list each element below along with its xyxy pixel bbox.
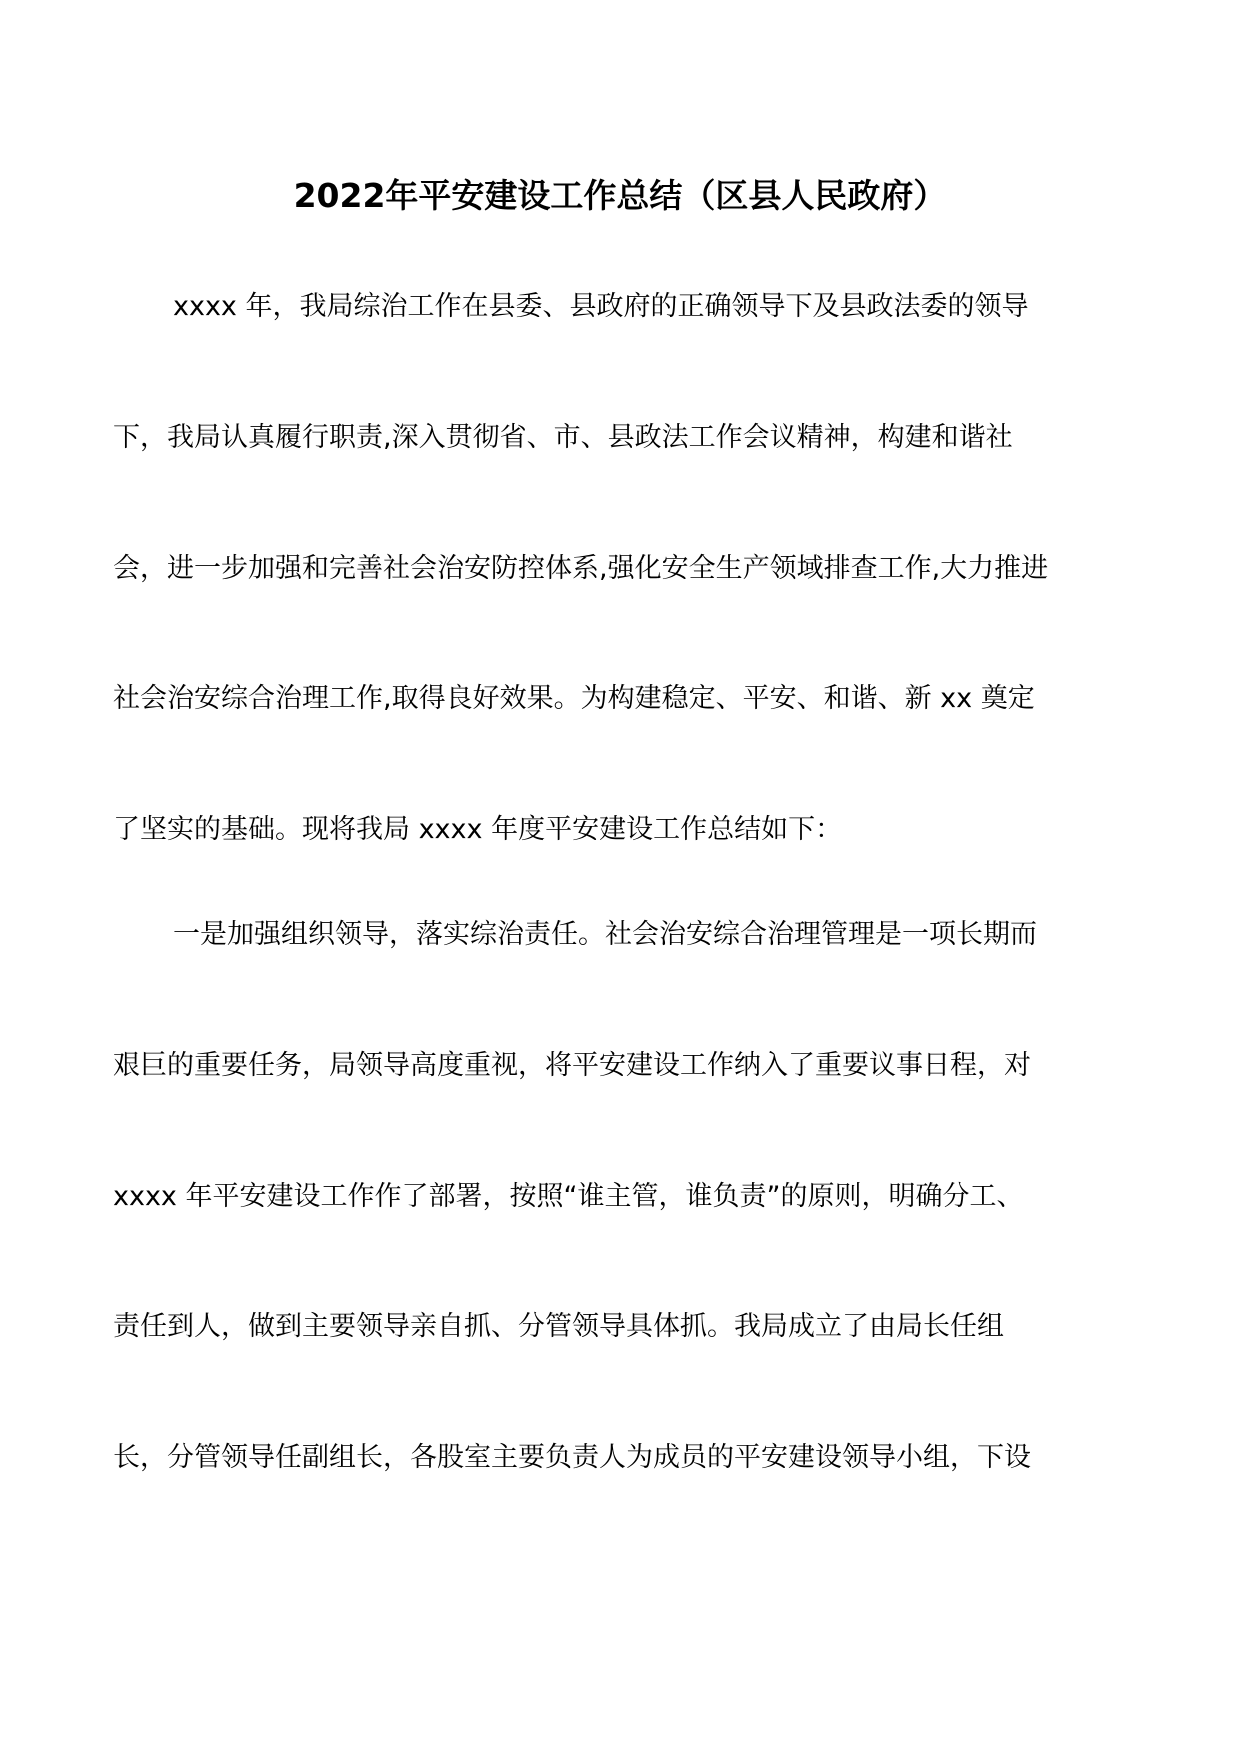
paragraph-2-line-5: 长，分管领导任副组长，各股室主要负责人为成员的平安建设领导小组，下设	[113, 1442, 1031, 1473]
paragraph-1-line-5: 了坚实的基础。现将我局 xxxx 年度平安建设工作总结如下：	[113, 814, 843, 845]
paragraph-2-line-2: 艰巨的重要任务，局领导高度重视，将平安建设工作纳入了重要议事日程，对	[113, 1050, 1031, 1081]
document-title: 2022年平安建设工作总结（区县人民政府）	[293, 176, 947, 215]
paragraph-1-line-4: 社会治安综合治理工作,取得良好效果。为构建稳定、平安、和谐、新 xx 奠定	[113, 683, 1035, 714]
paragraph-1-line-1: xxxx 年，我局综治工作在县委、县政府的正确领导下及县政法委的领导	[173, 291, 1029, 322]
paragraph-2-line-1: 一是加强组织领导，落实综治责任。社会治安综合治理管理是一项长期而	[173, 919, 1037, 950]
paragraph-2-line-3: xxxx 年平安建设工作作了部署，按照“谁主管，谁负责”的原则，明确分工、	[113, 1181, 1024, 1212]
paragraph-1-line-2: 下，我局认真履行职责,深入贯彻省、市、县政法工作会议精神，构建和谐社	[113, 422, 1013, 453]
paragraph-1-line-3: 会，进一步加强和完善社会治安防控体系,强化安全生产领域排查工作,大力推进	[113, 553, 1049, 584]
paragraph-2-line-4: 责任到人，做到主要领导亲自抓、分管领导具体抓。我局成立了由局长任组	[113, 1311, 1004, 1342]
